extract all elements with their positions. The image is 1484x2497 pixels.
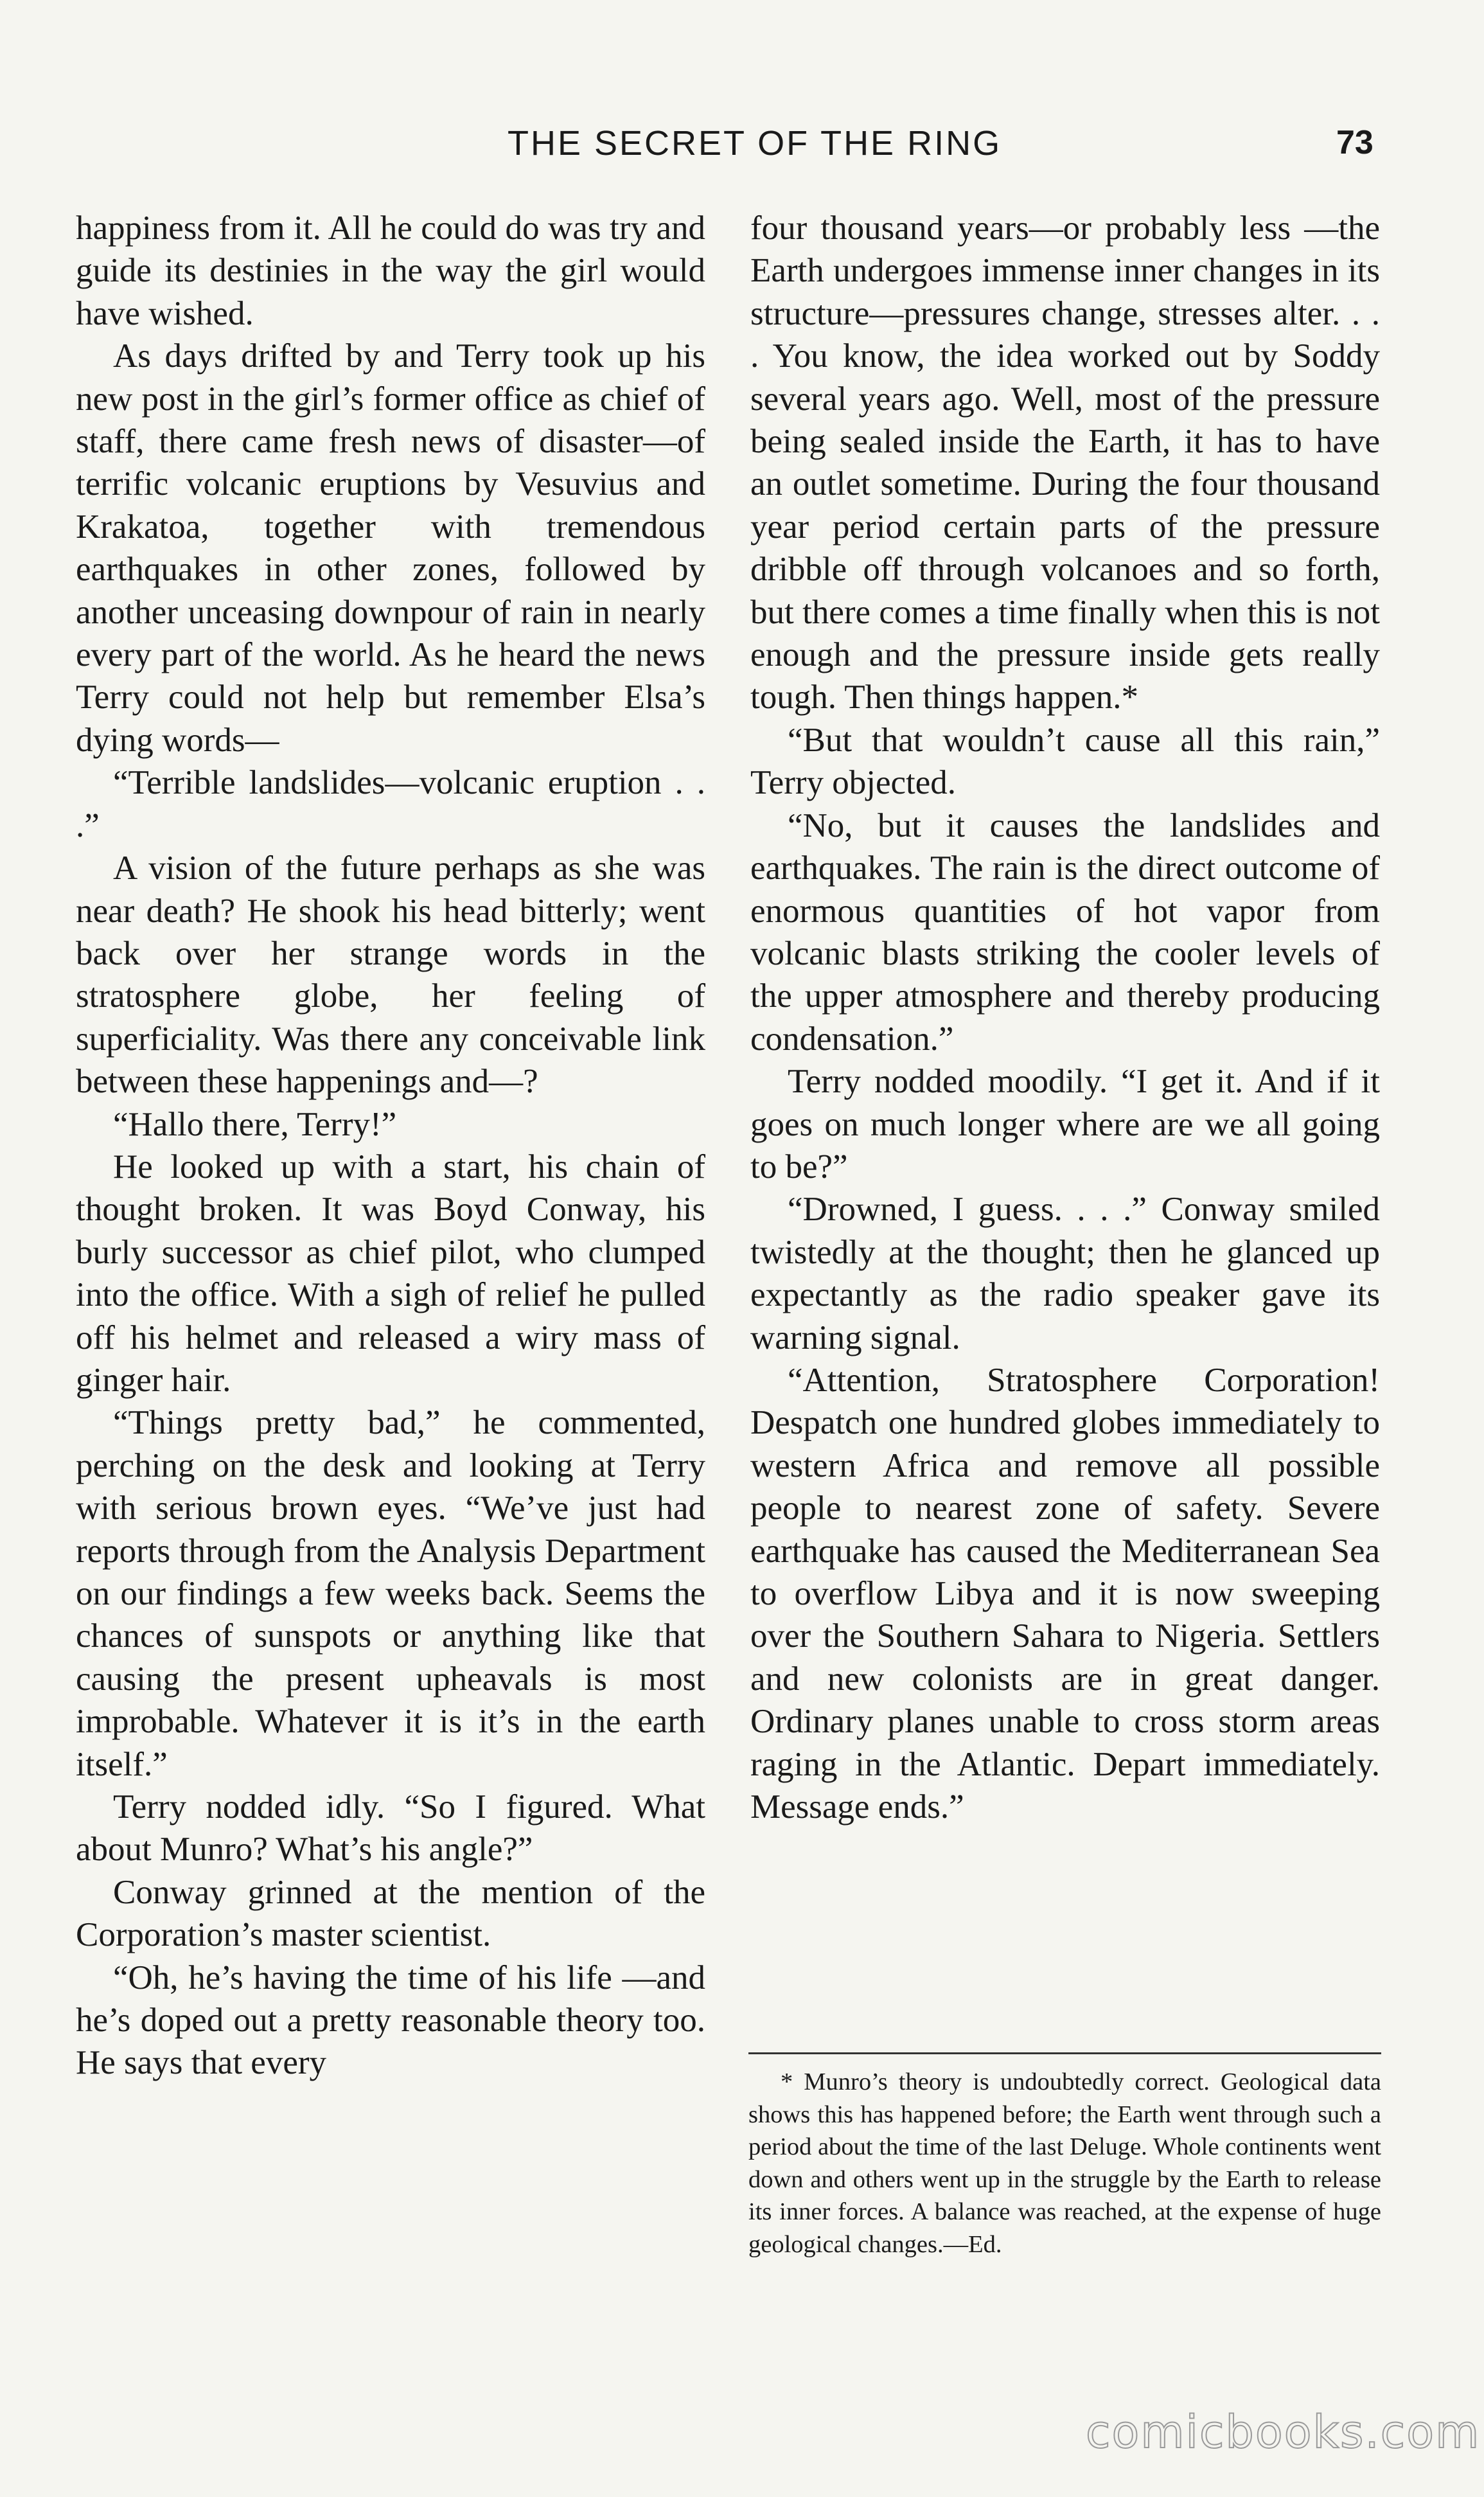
paragraph: “Attention, Stratosphere Corporation! Despatch one hundred globes immediately to western Africa and remove all possible people to nearest zone of safety. Severe earthquake has caused the Mediterranean Sea to overflow Libya and it is now sweeping over the Southern Sahara to Nigeria. Settlers and new colonists are in great danger. Ordinary planes unable to cross storm areas raging in the Atlantic. Depart immediately. Message ends.” [750, 1361, 1380, 1826]
paragraph: Terry nodded moodily. “I get it. And if it goes on much longer where are we all going to be?” [750, 1063, 1380, 1186]
footnote-divider [748, 2052, 1381, 2054]
paragraph: As days drifted by and Terry took up his new post in the girl’s former office as chief of staff, there came fresh news of disaster—of terrific volcanic eruptions by Vesuvius and Krakatoa, together with tremendous earthquakes in other zones, followed by another unceasing downpour of rain in nearly every part of the world. As he heard the news Terry could not help but remember Elsa’s dying words— [76, 337, 705, 759]
paragraph: “Terrible landslides—volcanic eruption . . .” [76, 764, 705, 844]
right-column [750, 207, 1380, 1828]
running-title: THE SECRET OF THE RING [508, 124, 1002, 163]
paragraph: “No, but it causes the landslides and earthquakes. The rain is the direct outcome of enormous quantities of hot vapor from volcanic blasts striking the cooler levels of the upper atmosphere and thereby producing condensation.” [750, 806, 1380, 1058]
paragraph: “Hallo there, Terry!” [113, 1105, 397, 1143]
footnote: * Munro’s theory is undoubtedly correct. Geological data shows this has happened before; the Earth went through such a period about the time of the last Deluge. Whole continents went down and others went up in the struggle by the Earth to release its inner forces. A balance was reached, at the expense of huge geological changes.—Ed. [748, 2068, 1381, 2258]
paragraph: Conway grinned at the mention of the Corporation’s master scientist. [76, 1873, 705, 1954]
page-number: 73 [1336, 124, 1374, 161]
watermark: comicbooks.com [1086, 2406, 1481, 2458]
left-column [76, 207, 705, 2084]
paragraph: He looked up with a start, his chain of thought broken. It was Boyd Conway, his burly successor as chief pilot, who clumped into the office. With a sigh of relief he pulled off his helmet and released a wiry mass of ginger hair. [76, 1148, 705, 1399]
paragraph: happiness from it. All he could do was try and guide its destinies in the way the girl would have wished. [76, 209, 705, 332]
paragraph: four thousand years—or probably less —the Earth undergoes immense inner changes in its structure—pressures change, stresses alter. . . . You know, the idea worked out by Soddy several years ago. Well, most of the pressure being sealed inside the Earth, it has to have an outlet sometime. During the four thousand year period certain parts of the pressure dribble off through volcanoes and so forth, but there comes a time finally when this is not enough and the pressure inside gets really tough. Then things happen.* [750, 209, 1380, 716]
paragraph: Terry nodded idly. “So I figured. What about Munro? What’s his angle?” [76, 1788, 705, 1869]
paragraph: “But that wouldn’t cause all this rain,” Terry objected. [750, 721, 1380, 802]
paragraph: A vision of the future perhaps as she was near death? He shook his head bitterly; went back over her strange words in the stratosphere globe, her feeling of superficiality. Was there any conceivable link between these happenings and—? [76, 849, 705, 1101]
paragraph: “Oh, he’s having the time of his life —and he’s doped out a pretty reasonable theory too. He says that every [76, 1959, 705, 2082]
paragraph: “Things pretty bad,” he commented, perching on the desk and looking at Terry with serious brown eyes. “We’ve just had reports through from the Analysis Department on our findings a few weeks back. Seems the chances of sunspots or anything like that causing the present upheavals is most improbable. Whatever it is it’s in the earth itself.” [76, 1404, 705, 1783]
paragraph: “Drowned, I guess. . . .” Conway smiled twistedly at the thought; then he glanced up expectantly as the radio speaker gave its warning signal. [750, 1191, 1380, 1356]
running-head [0, 123, 1484, 175]
